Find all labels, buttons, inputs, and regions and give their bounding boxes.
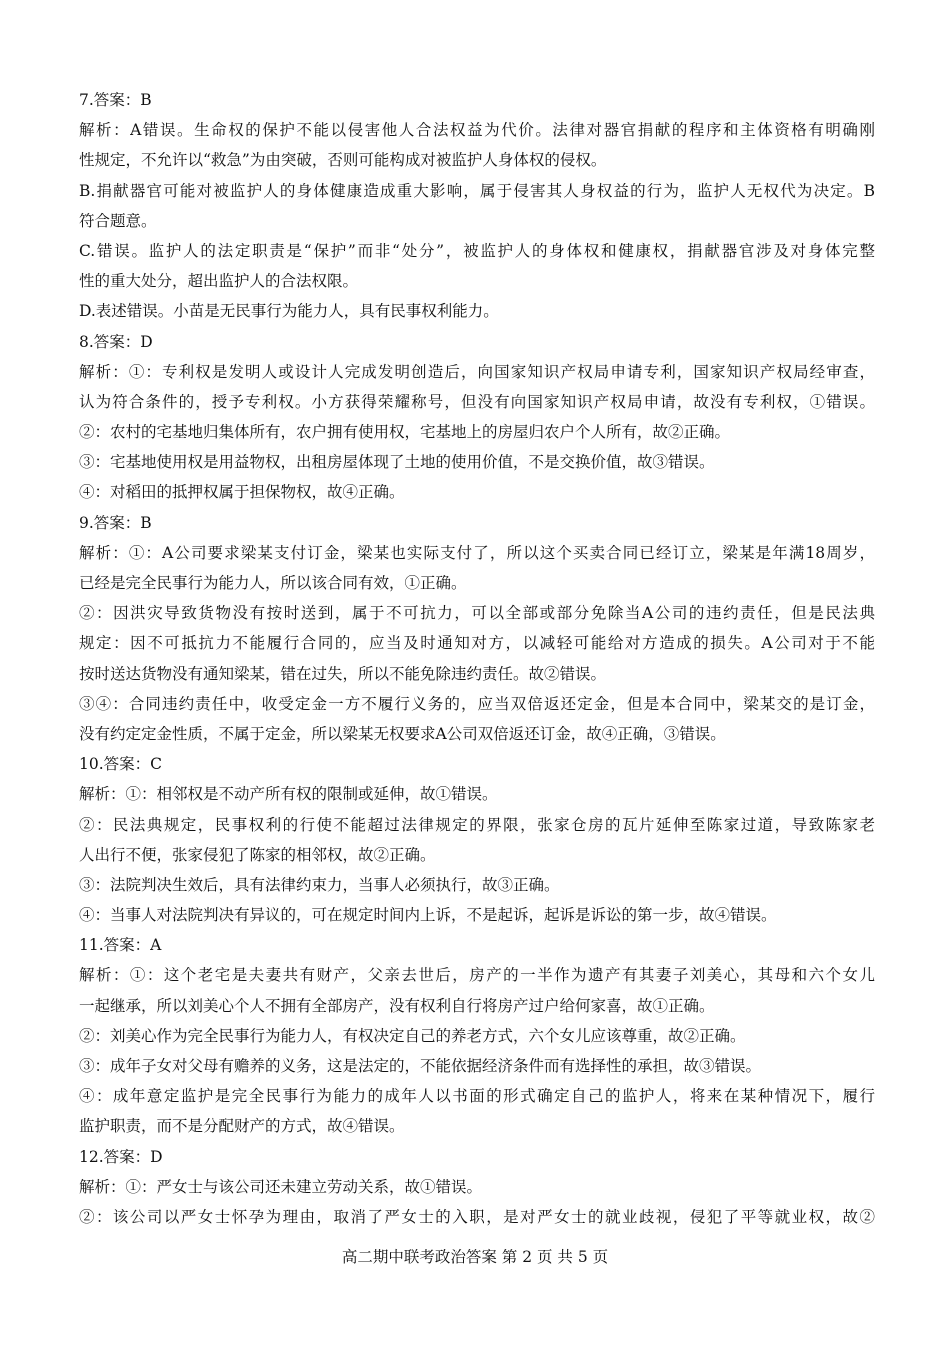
text-line: ④：成年意定监护是完全民事行为能力的成年人以书面的形式确定自己的监护人，将来在某种情况下，履行 — [79, 1087, 875, 1106]
text-line: ②：该公司以严女士怀孕为理由，取消了严女士的入职，是对严女士的就业歧视，侵犯了平等就业权，故② — [79, 1207, 875, 1226]
text-line: 规定：因不可抵抗力不能履行合同的，应当及时通知对方，以减轻可能给对方造成的损失。A公司对于不能 — [79, 634, 875, 653]
text-line: 符合题意。 — [79, 211, 157, 230]
text-line: ②：刘美心作为完全民事行为能力人，有权决定自己的养老方式，六个女儿应该尊重，故②正确。 — [79, 1026, 746, 1045]
text-line: 认为符合条件的，授予专利权。小方获得荣耀称号，但没有向国家知识产权局申请，故没有专利权，①错误。 — [79, 392, 875, 411]
text-line: 性规定，不允许以“救急”为由突破，否则可能构成对被监护人身体权的侵权。 — [79, 151, 607, 170]
text-line: 监护职责，而不是分配财产的方式，故④错误。 — [79, 1117, 405, 1136]
text-line: ④：当事人对法院判决有异议的，可在规定时间内上诉，不是起诉，起诉是诉讼的第一步，故④错误。 — [79, 906, 777, 925]
text-line: 解析：①：A公司要求梁某支付订金，梁某也实际支付了，所以这个买卖合同已经订立，梁某是年满18周岁， — [79, 543, 875, 562]
text-line: ④：对稻田的抵押权属于担保物权，故④正确。 — [79, 483, 405, 502]
text-line: ②：因洪灾导致货物没有按时送到，属于不可抗力，可以全部或部分免除当A公司的违约责任，但是民法典 — [79, 604, 875, 623]
text-line: 按时送达货物没有通知梁某，错在过失，所以不能免除违约责任。故②错误。 — [79, 664, 607, 683]
text-line: C.错误。监护人的法定职责是“保护”而非“处分”，被监护人的身体权和健康权，捐献器官涉及对身体完整 — [79, 241, 875, 260]
text-line: B.捐献器官可能对被监护人的身体健康造成重大影响，属于侵害其人身权益的行为，监护人无权代为决定。B — [79, 181, 875, 200]
text-line: 已经是完全民事行为能力人，所以该合同有效，①正确。 — [79, 574, 467, 592]
text-line: ③：成年子女对父母有赡养的义务，这是法定的，不能依据经济条件而有选择性的承担，故③错误。 — [79, 1057, 762, 1075]
text-line: ③：法院判决生效后，具有法律约束力，当事人必须执行，故③正确。 — [79, 875, 560, 894]
answer-heading: 10.答案：C — [79, 755, 163, 774]
text-line: 没有约定定金性质，不属于定金，所以梁某无权要求A公司双倍返还订金，故④正确，③错误。 — [79, 724, 726, 743]
text-line: ②：民法典规定，民事权利的行使不能超过法律规定的界限，张家仓房的瓦片延伸至陈家过道，导致陈家老 — [79, 815, 875, 834]
answer-heading: 12.答案：D — [79, 1147, 163, 1166]
text-line: 解析：①：这个老宅是夫妻共有财产，父亲去世后，房产的一半作为遗产有其妻子刘美心，其母和六个女儿 — [79, 966, 875, 985]
answer-heading: 8.答案：D — [79, 332, 153, 351]
text-line: 解析：①：相邻权是不动产所有权的限制或延伸，故①错误。 — [79, 785, 498, 804]
text-line: 解析：①：严女士与该公司还未建立劳动关系，故①错误。 — [79, 1177, 483, 1196]
text-line: 解析：A错误。生命权的保护不能以侵害他人合法权益为代价。法律对器官捐献的程序和主体资格有明确刚 — [79, 121, 875, 140]
answer-heading: 9.答案：B — [79, 513, 152, 532]
text-line: ③④：合同违约责任中，收受定金一方不履行义务的，应当双倍返还定金，但是本合同中，梁某交的是订金， — [79, 694, 875, 713]
text-line: D.表述错误。小苗是无民事行为能力人，具有民事权利能力。 — [79, 302, 499, 321]
text-line: 性的重大处分，超出监护人的合法权限。 — [79, 272, 359, 291]
page-footer: 高二期中联考政治答案 第 2 页 共 5 页 — [341, 1248, 609, 1266]
answer-content — [79, 85, 875, 1232]
text-line: ③：宅基地使用权是用益物权，出租房屋体现了土地的使用价值，不是交换价值，故③错误。 — [79, 453, 715, 472]
text-line: 一起继承，所以刘美心个人不拥有全部房产，没有权利自行将房产过户给何家喜，故①正确。 — [79, 996, 715, 1015]
answer-heading: 7.答案：B — [79, 91, 152, 109]
text-line: ②：农村的宅基地归集体所有，农户拥有使用权，宅基地上的房屋归农户个人所有，故②正确。 — [79, 423, 731, 442]
answer-heading: 11.答案：A — [79, 936, 162, 955]
text-line: 人出行不便，张家侵犯了陈家的相邻权，故②正确。 — [79, 845, 436, 864]
text-line: 解析：①：专利权是发明人或设计人完成发明创造后，向国家知识产权局申请专利，国家知识产权局经审查， — [79, 362, 875, 381]
